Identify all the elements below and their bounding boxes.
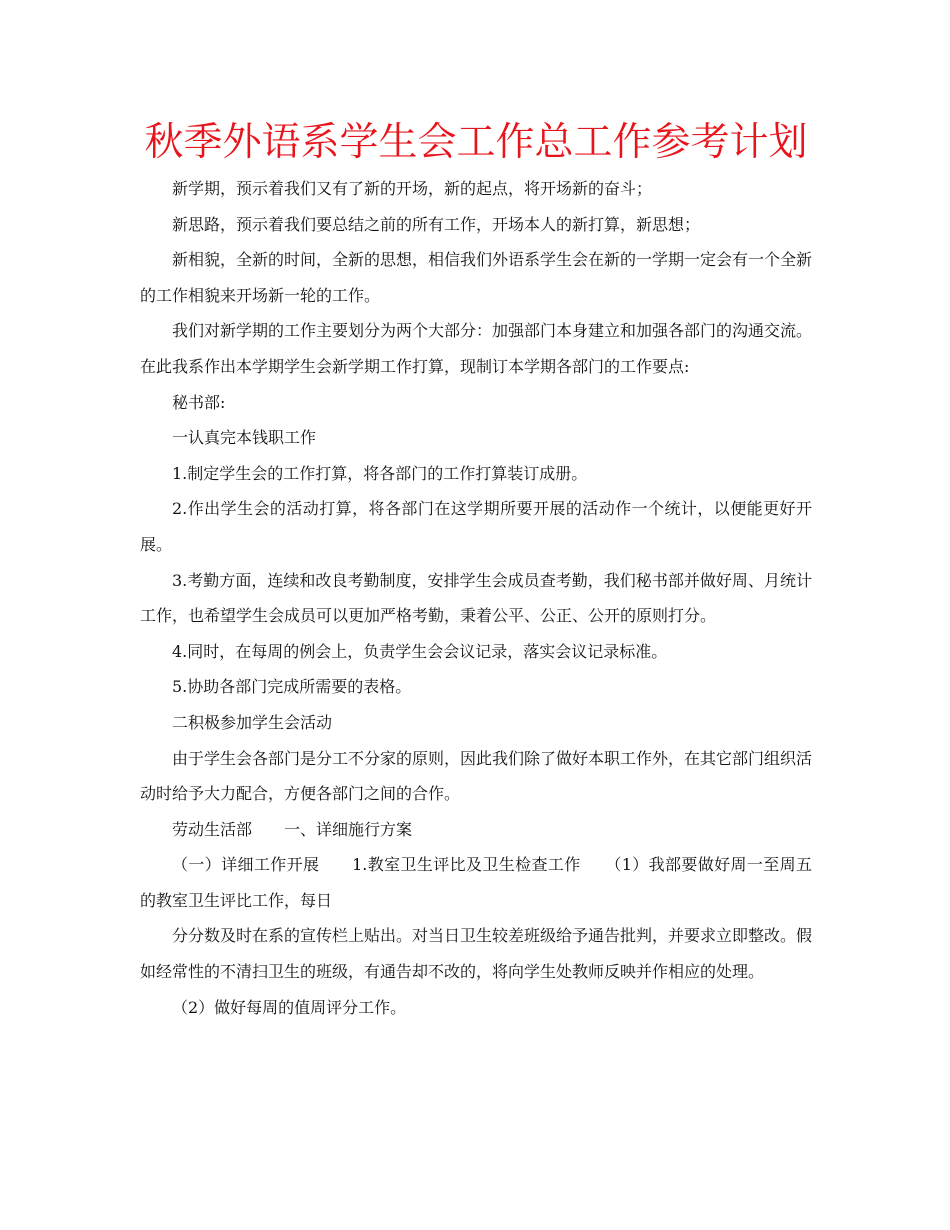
document-page	[140, 115, 812, 1025]
list-item: 2.作出学生会的活动打算，将各部门在这学期所要开展的活动作一个统计，以便能更好开展。	[140, 499, 812, 554]
paragraph: 新相貌，全新的时间，全新的思想，相信我们外语系学生会在新的一学期一定会有一个全新的工作相貌来开场新一轮的工作。	[140, 250, 813, 305]
document-body	[140, 171, 812, 1025]
list-item: 5.协助各部门完成所需要的表格。	[172, 677, 412, 697]
paragraph: 我们对新学期的工作主要划分为两个大部分：加强部门本身建立和加强各部门的沟通交流。在此我系作出本学期学生会新学期工作打算，现制订本学期各部门的工作要点:	[140, 321, 813, 376]
section-heading: 劳动生活部 一、详细施行方案	[172, 819, 413, 839]
paragraph: （一）详细工作开展 1.教室卫生评比及卫生检查工作 （1）我部要做好周一至周五的教室卫生评比工作，每日	[140, 855, 812, 910]
paragraph: 分分数及时在系的宣传栏上贴出。对当日卫生较差班级给予通告批判，并要求立即整改。假如经常性的不清扫卫生的班级，有通告却不改的，将向学生处教师反映并作相应的处理。	[140, 926, 813, 982]
list-item: 3.考勤方面，连续和改良考勤制度，安排学生会成员查考勤，我们秘书部并做好周、月统计工作，也希望学生会成员可以更加严格考勤，秉着公平、公正、公开的原则打分。	[140, 570, 812, 626]
document-title: 秋季外语系学生会工作总工作参考计划	[144, 120, 808, 165]
paragraph: 新学期，预示着我们又有了新的开场，新的起点，将开场新的奋斗；	[172, 179, 653, 198]
paragraph: （2）做好每周的值周评分工作。	[172, 997, 407, 1017]
sub-heading: 二积极参加学生会活动	[172, 712, 333, 732]
sub-heading: 一认真完本钱职工作	[172, 428, 317, 448]
paragraph: 由于学生会各部门是分工不分家的原则，因此我们除了做好本职工作外，在其它部门组织活动时给予大力配合，方便各部门之间的合作。	[140, 748, 813, 804]
list-item: 1.制定学生会的工作打算，将各部门的工作打算装订成册。	[172, 463, 588, 483]
list-item: 4.同时，在每周的例会上，负责学生会会议记录，落实会议记录标准。	[172, 641, 668, 661]
paragraph: 新思路，预示着我们要总结之前的所有工作，开场本人的新打算，新思想；	[172, 214, 701, 234]
section-heading: 秘书部:	[172, 392, 226, 412]
